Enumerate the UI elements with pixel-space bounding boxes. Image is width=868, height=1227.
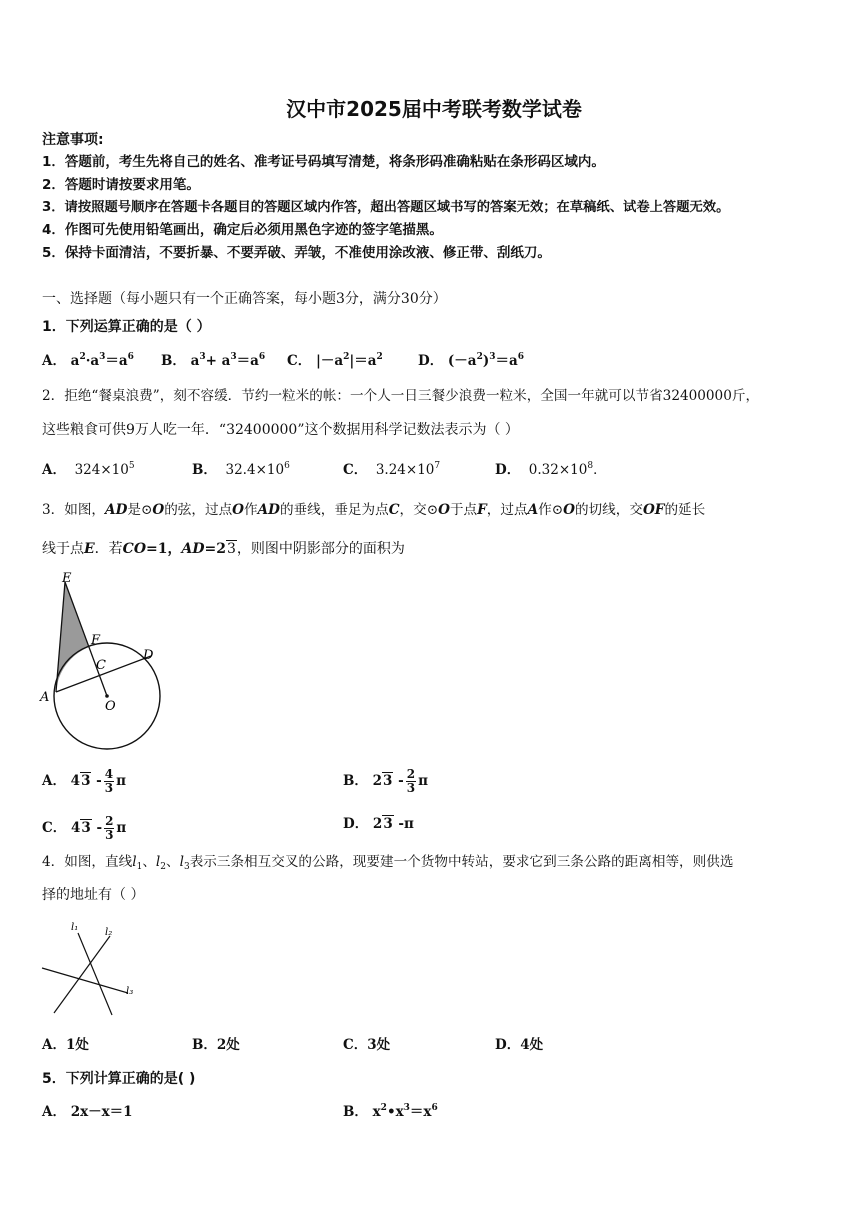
point-o xyxy=(105,694,109,698)
notice-heading: 注意事项: xyxy=(42,132,104,148)
q3-option-b: B． 23 - $\frac{2}{3}$ π xyxy=(343,767,428,795)
q3-option-d: D． 23 -π xyxy=(343,816,414,832)
q2-option-d: D． $0.32\times 10^8$． xyxy=(495,461,607,478)
q3-option-c: C． 43 - $\frac{2}{3}$ π xyxy=(42,814,127,842)
q1-stem: 1．下列运算正确的是（ ） xyxy=(42,319,211,335)
q4-option-c: C．3处 xyxy=(343,1037,391,1053)
q1-option-b: B． $a^3+ a^3=a^6$ xyxy=(161,352,266,369)
label-l2: l₂ xyxy=(105,927,113,938)
q3-line-1: 3．如图，AD是⊙O的弦，过点O作AD的垂线，垂足为点C，交⊙O于点F，过点A作⊙O的切线，交OF的延长 xyxy=(42,502,706,518)
q5-option-a: A． 2x－x＝1 xyxy=(42,1104,133,1120)
q5-option-b: B． $x^2•x^3=x^6$ xyxy=(343,1103,438,1120)
notice-item-4: 4．作图可先使用铅笔画出，确定后必须用黑色字迹的签字笔描黑。 xyxy=(42,222,443,238)
notice-item-2: 2．答题时请按要求用笔。 xyxy=(42,177,200,193)
label-f: F xyxy=(91,633,101,648)
label-c: C xyxy=(96,658,106,673)
q3-option-a: A． 43 - $\frac{4}{3}$ π xyxy=(42,767,127,795)
q1-option-a: A． $a^2\cdot a^3=a^6$ xyxy=(42,352,134,369)
notice-item-5: 5．保持卡面清洁，不要折暴、不要弄破、弄皱，不准使用涂改液、修正带、刮纸刀。 xyxy=(42,245,551,261)
q4-option-b: B．2处 xyxy=(192,1037,240,1053)
q1-option-c: C． $|-a^2|=a^2$ xyxy=(287,352,383,369)
q5-stem: 5．下列计算正确的是( ) xyxy=(42,1071,196,1087)
label-e: E xyxy=(62,571,72,586)
label-d: D xyxy=(143,648,154,663)
label-a: A xyxy=(40,690,50,705)
q4-figure xyxy=(38,918,148,1023)
page-title: 汉中市2025届中考联考数学试卷 xyxy=(286,97,582,121)
q1-option-d: D． $(-a^2)^3=a^6$ xyxy=(418,352,524,369)
q3-line-2: 线于点E．若CO=1，AD=23，则图中阴影部分的面积为 xyxy=(42,541,405,557)
q2-line-2: 这些粮食可供9万人吃一年．“32400000”这个数据用科学记数法表示为（ ） xyxy=(42,422,519,438)
q2-option-b: B． $32.4\times 10^6$ xyxy=(192,461,290,478)
section-heading: 一、选择题（每小题只有一个正确答案，每小题3分，满分30分） xyxy=(42,291,447,307)
q3-figure xyxy=(36,568,171,753)
q4-option-a: A．1处 xyxy=(42,1037,89,1053)
q2-option-a: A． $324\times 10^5$ xyxy=(42,461,135,478)
line-l3 xyxy=(42,968,128,993)
notice-item-3: 3．请按照题号顺序在答题卡各题目的答题区域内作答，超出答题区域书写的答案无效；在草稿纸、试卷上答题无效。 xyxy=(42,200,730,215)
q4-option-d: D．4处 xyxy=(495,1037,544,1053)
q4-line-2: 择的地址有（ ） xyxy=(42,887,145,903)
label-l3: l₃ xyxy=(126,986,134,997)
q2-line-1: 2．拒绝“餐桌浪费”，刻不容缓．节约一粒米的帐：一个人一日三餐少浪费一粒米，全国一年就可以节省32400000斤， xyxy=(42,388,760,404)
q2-option-c: C． $3.24\times 10^7$ xyxy=(343,461,441,478)
label-l1: l₁ xyxy=(71,922,79,933)
notice-item-1: 1．答题前，考生先将自己的姓名、准考证号码填写清楚，将条形码准确粘贴在条形码区域内。 xyxy=(42,154,605,170)
label-o: O xyxy=(105,699,116,714)
q4-line-1: 4．如图，直线$l_1$、$l_2$、$l_3$表示三条相互交叉的公路，现要建一个货物中转站，要求它到三条公路的距离相等，则供选 xyxy=(42,854,734,872)
